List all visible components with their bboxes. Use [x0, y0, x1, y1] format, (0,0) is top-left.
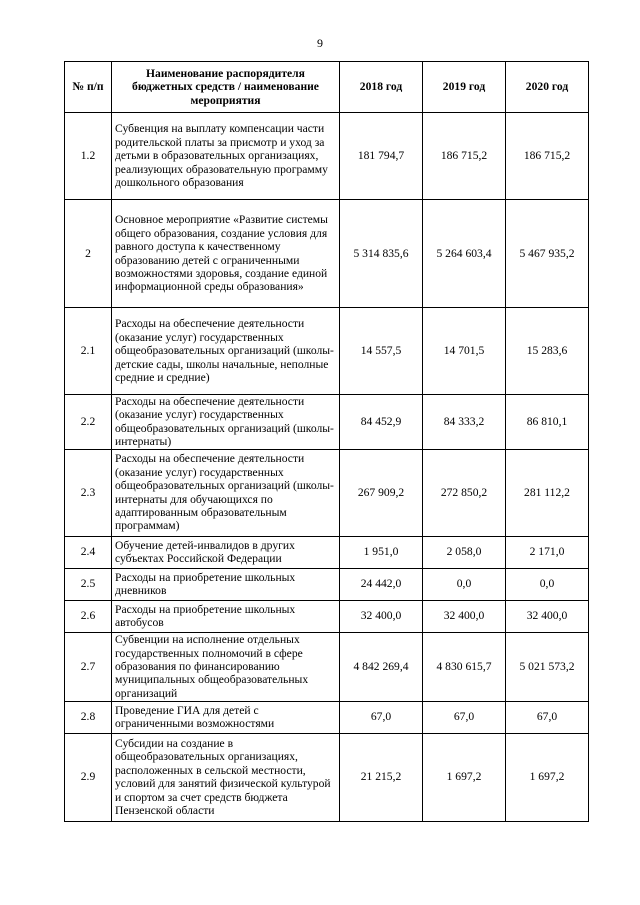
- row-name: Проведение ГИА для детей с ограниченными возможностями: [112, 701, 340, 733]
- row-number: 2: [65, 200, 112, 308]
- value-2018: 267 909,2: [340, 449, 423, 536]
- table-row: [65, 449, 589, 536]
- row-name: Обучение детей-инвалидов в других субъектах Российской Федерации: [112, 536, 340, 568]
- value-2019: 32 400,0: [423, 600, 506, 632]
- value-2020: 281 112,2: [506, 449, 589, 536]
- value-2020: 186 715,2: [506, 113, 589, 200]
- row-number: 2.5: [65, 568, 112, 600]
- value-2018: 14 557,5: [340, 308, 423, 395]
- row-number: 2.6: [65, 600, 112, 632]
- row-name: Субвенция на выплату компенсации части родительской платы за присмотр и уход за детьми в образовательных организациях, реализующих образовательную программу дошкольного образования: [112, 113, 340, 200]
- row-name: Основное мероприятие «Развитие системы общего образования, создание условия для равного доступа к качественному образованию детей с ограниченными возможностями здоровья, создание единой информационной среды образования»: [112, 200, 340, 308]
- row-name: Расходы на приобретение школьных автобусов: [112, 600, 340, 632]
- header-number: № п/п: [65, 62, 112, 113]
- value-2020: 0,0: [506, 568, 589, 600]
- table-row: [65, 200, 589, 308]
- row-number: 2.4: [65, 536, 112, 568]
- row-name: Субвенции на исполнение отдельных государственных полномочий в сфере образования по финансированию муниципальных общеобразовательных организаций: [112, 632, 340, 701]
- value-2019: 4 830 615,7: [423, 632, 506, 701]
- value-2020: 32 400,0: [506, 600, 589, 632]
- value-2018: 5 314 835,6: [340, 200, 423, 308]
- row-number: 2.7: [65, 632, 112, 701]
- table-row: [65, 536, 589, 568]
- value-2018: 67,0: [340, 701, 423, 733]
- row-name: Расходы на обеспечение деятельности (оказание услуг) государственных общеобразовательных организаций (школы-интернаты): [112, 395, 340, 450]
- value-2019: 14 701,5: [423, 308, 506, 395]
- row-number: 2.2: [65, 395, 112, 450]
- row-name: Субсидии на создание в общеобразовательных организациях, расположенных в сельской местности, условий для занятий физической культурой и спортом за счет средств бюджета Пензенской области: [112, 733, 340, 821]
- value-2019: 272 850,2: [423, 449, 506, 536]
- value-2019: 84 333,2: [423, 395, 506, 450]
- value-2018: 24 442,0: [340, 568, 423, 600]
- header-2019: 2019 год: [423, 62, 506, 113]
- value-2020: 67,0: [506, 701, 589, 733]
- table-row: [65, 701, 589, 733]
- row-number: 1.2: [65, 113, 112, 200]
- value-2020: 1 697,2: [506, 733, 589, 821]
- row-name: Расходы на обеспечение деятельности (оказание услуг) государственных общеобразовательных организаций (школы-интернаты для обучающихся по адаптированным образовательным программам): [112, 449, 340, 536]
- value-2019: 0,0: [423, 568, 506, 600]
- row-name: Расходы на обеспечение деятельности (оказание услуг) государственных общеобразовательных организаций (школы-детские сады, школы начальные, неполные средние и средние): [112, 308, 340, 395]
- table-row: [65, 632, 589, 701]
- value-2018: 181 794,7: [340, 113, 423, 200]
- page-number: 9: [317, 36, 323, 50]
- table-row: [65, 395, 589, 450]
- value-2019: 186 715,2: [423, 113, 506, 200]
- value-2019: 5 264 603,4: [423, 200, 506, 308]
- table-body: [65, 113, 589, 822]
- value-2018: 21 215,2: [340, 733, 423, 821]
- table-row: [65, 568, 589, 600]
- value-2019: 1 697,2: [423, 733, 506, 821]
- budget-table: [64, 61, 589, 822]
- value-2020: 15 283,6: [506, 308, 589, 395]
- value-2020: 5 467 935,2: [506, 200, 589, 308]
- value-2019: 2 058,0: [423, 536, 506, 568]
- header-2020: 2020 год: [506, 62, 589, 113]
- value-2018: 4 842 269,4: [340, 632, 423, 701]
- value-2018: 84 452,9: [340, 395, 423, 450]
- row-name: Расходы на приобретение школьных дневников: [112, 568, 340, 600]
- row-number: 2.3: [65, 449, 112, 536]
- row-number: 2.8: [65, 701, 112, 733]
- table-row: [65, 308, 589, 395]
- value-2020: 2 171,0: [506, 536, 589, 568]
- header-2018: 2018 год: [340, 62, 423, 113]
- value-2020: 5 021 573,2: [506, 632, 589, 701]
- table-row: [65, 113, 589, 200]
- row-number: 2.1: [65, 308, 112, 395]
- header-name: Наименование распорядителя бюджетных средств / наименование мероприятия: [112, 62, 340, 113]
- table-header-row: [65, 62, 589, 113]
- value-2018: 32 400,0: [340, 600, 423, 632]
- row-number: 2.9: [65, 733, 112, 821]
- value-2019: 67,0: [423, 701, 506, 733]
- table-row: [65, 733, 589, 821]
- table-row: [65, 600, 589, 632]
- value-2020: 86 810,1: [506, 395, 589, 450]
- value-2018: 1 951,0: [340, 536, 423, 568]
